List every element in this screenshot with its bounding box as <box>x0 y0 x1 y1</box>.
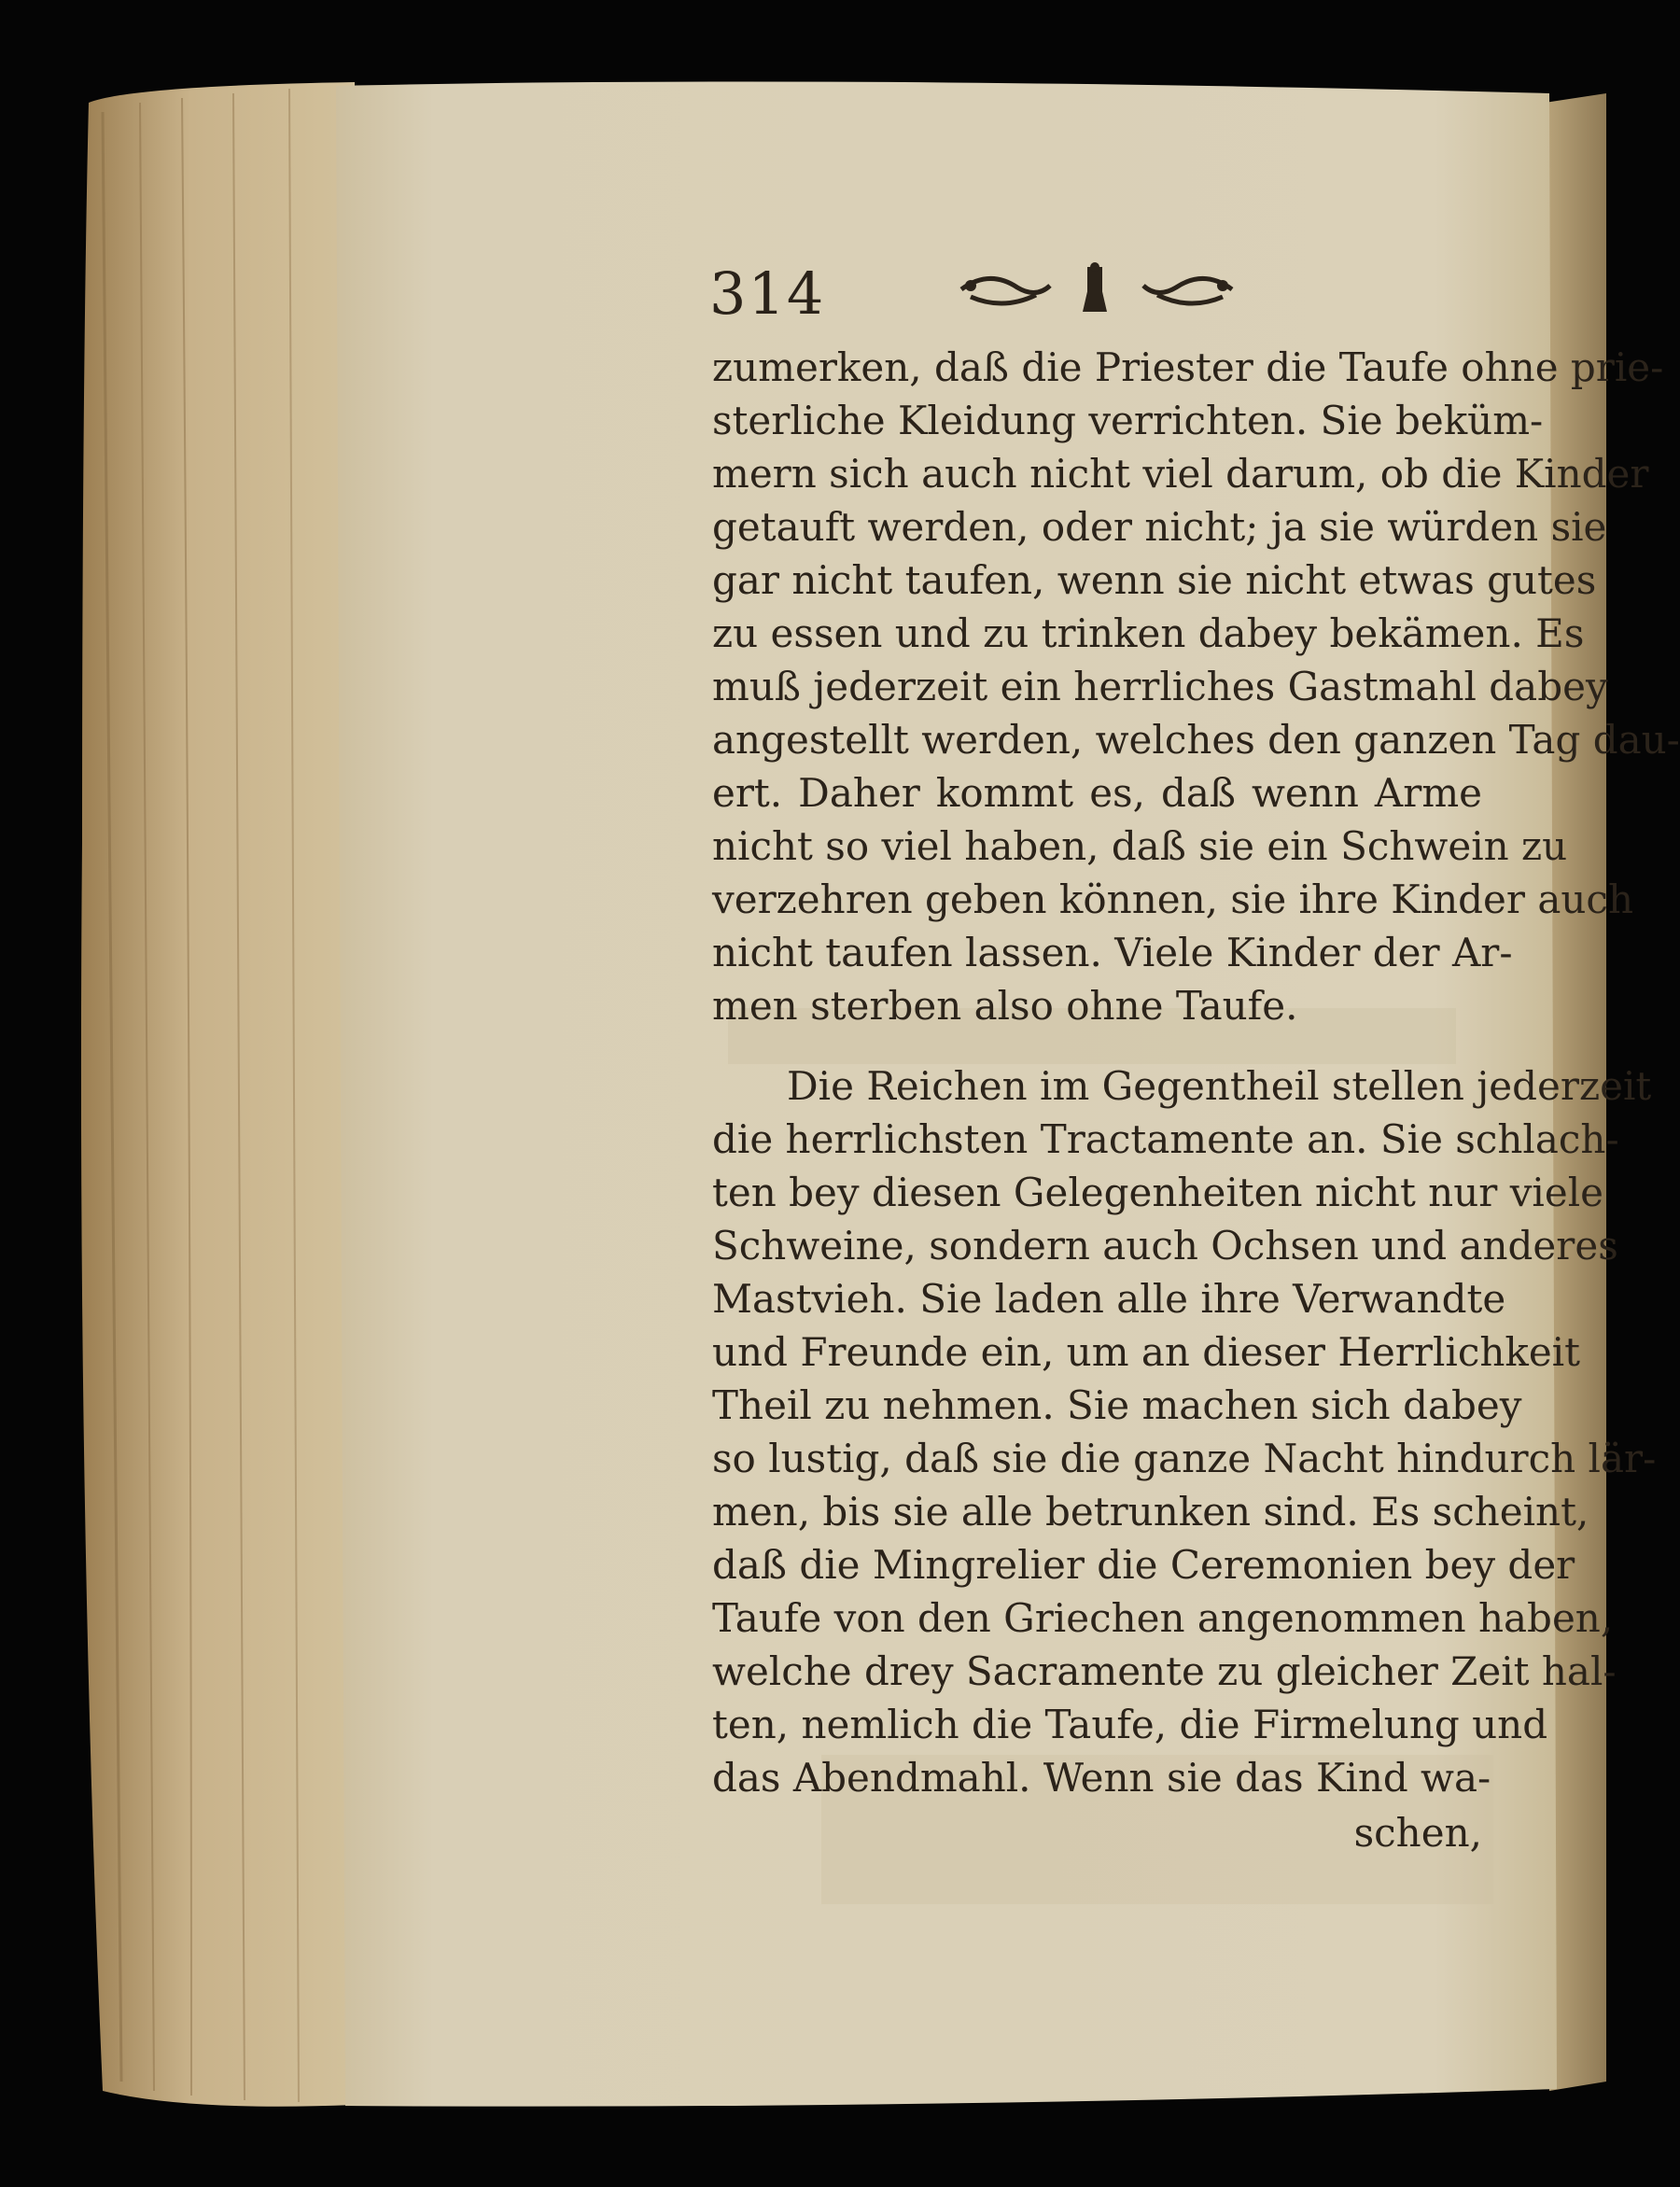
text-line: gar nicht taufen, wenn sie nicht etwas gutes <box>712 557 1597 603</box>
text-line: Theil zu nehmen. Sie machen sich dabey <box>712 1382 1522 1428</box>
text-line: das Abendmahl. Wenn sie das Kind wa- <box>712 1755 1491 1801</box>
text-line: men sterben also ohne Taufe. <box>712 983 1298 1029</box>
text-line: muß jederzeit ein herrliches Gastmahl dabey <box>712 664 1608 709</box>
text-line: die herrlichsten Tractamente an. Sie schlach- <box>712 1116 1619 1162</box>
text-line: Schweine, sondern auch Ochsen und anderes <box>712 1223 1618 1269</box>
text-line: verzehren geben können, sie ihre Kinder auch <box>712 876 1633 922</box>
text-line: getauft werden, oder nicht; ja sie würden sie <box>712 504 1607 550</box>
text-line: daß die Mingrelier die Ceremonien bey der <box>712 1542 1575 1588</box>
text-line: ten, nemlich die Taufe, die Firmelung und <box>712 1702 1548 1747</box>
text-line: welche drey Sacramente zu gleicher Zeit hal- <box>712 1648 1617 1694</box>
text-line: Taufe von den Griechen angenommen haben, <box>712 1595 1614 1641</box>
fleuron-ornament-icon <box>952 259 1241 317</box>
text-line: ten bey diesen Gelegenheiten nicht nur viele <box>712 1170 1604 1215</box>
catchword: schen, <box>1353 1810 1482 1856</box>
text-line: Mastvieh. Sie laden alle ihre Verwandte <box>712 1276 1506 1322</box>
text-line: zu essen und zu trinken dabey bekämen. Es <box>712 610 1585 656</box>
text-line: so lustig, daß sie die ganze Nacht hindurch lär- <box>712 1436 1657 1481</box>
text-line: mern sich auch nicht viel darum, ob die Kinder <box>712 451 1649 497</box>
text-line: men, bis sie alle betrunken sind. Es scheint, <box>712 1489 1589 1535</box>
text-line: und Freunde ein, um an dieser Herrlichkeit <box>712 1329 1581 1375</box>
text-line: zumerken, daß die Priester die Taufe ohne prie- <box>712 344 1664 390</box>
text-line: angestellt werden, welches den ganzen Tag dau- <box>712 717 1680 763</box>
page-number: 314 <box>709 259 826 328</box>
text-line: sterliche Kleidung verrichten. Sie beküm- <box>712 398 1544 443</box>
text-line: ert. Daher kommt es, daß wenn Arme <box>712 770 1482 816</box>
text-line: nicht taufen lassen. Viele Kinder der Ar- <box>712 930 1513 975</box>
text-line: nicht so viel haben, daß sie ein Schwein zu <box>712 823 1568 869</box>
text-line: Die Reichen im Gegentheil stellen jederzeit <box>787 1063 1652 1109</box>
